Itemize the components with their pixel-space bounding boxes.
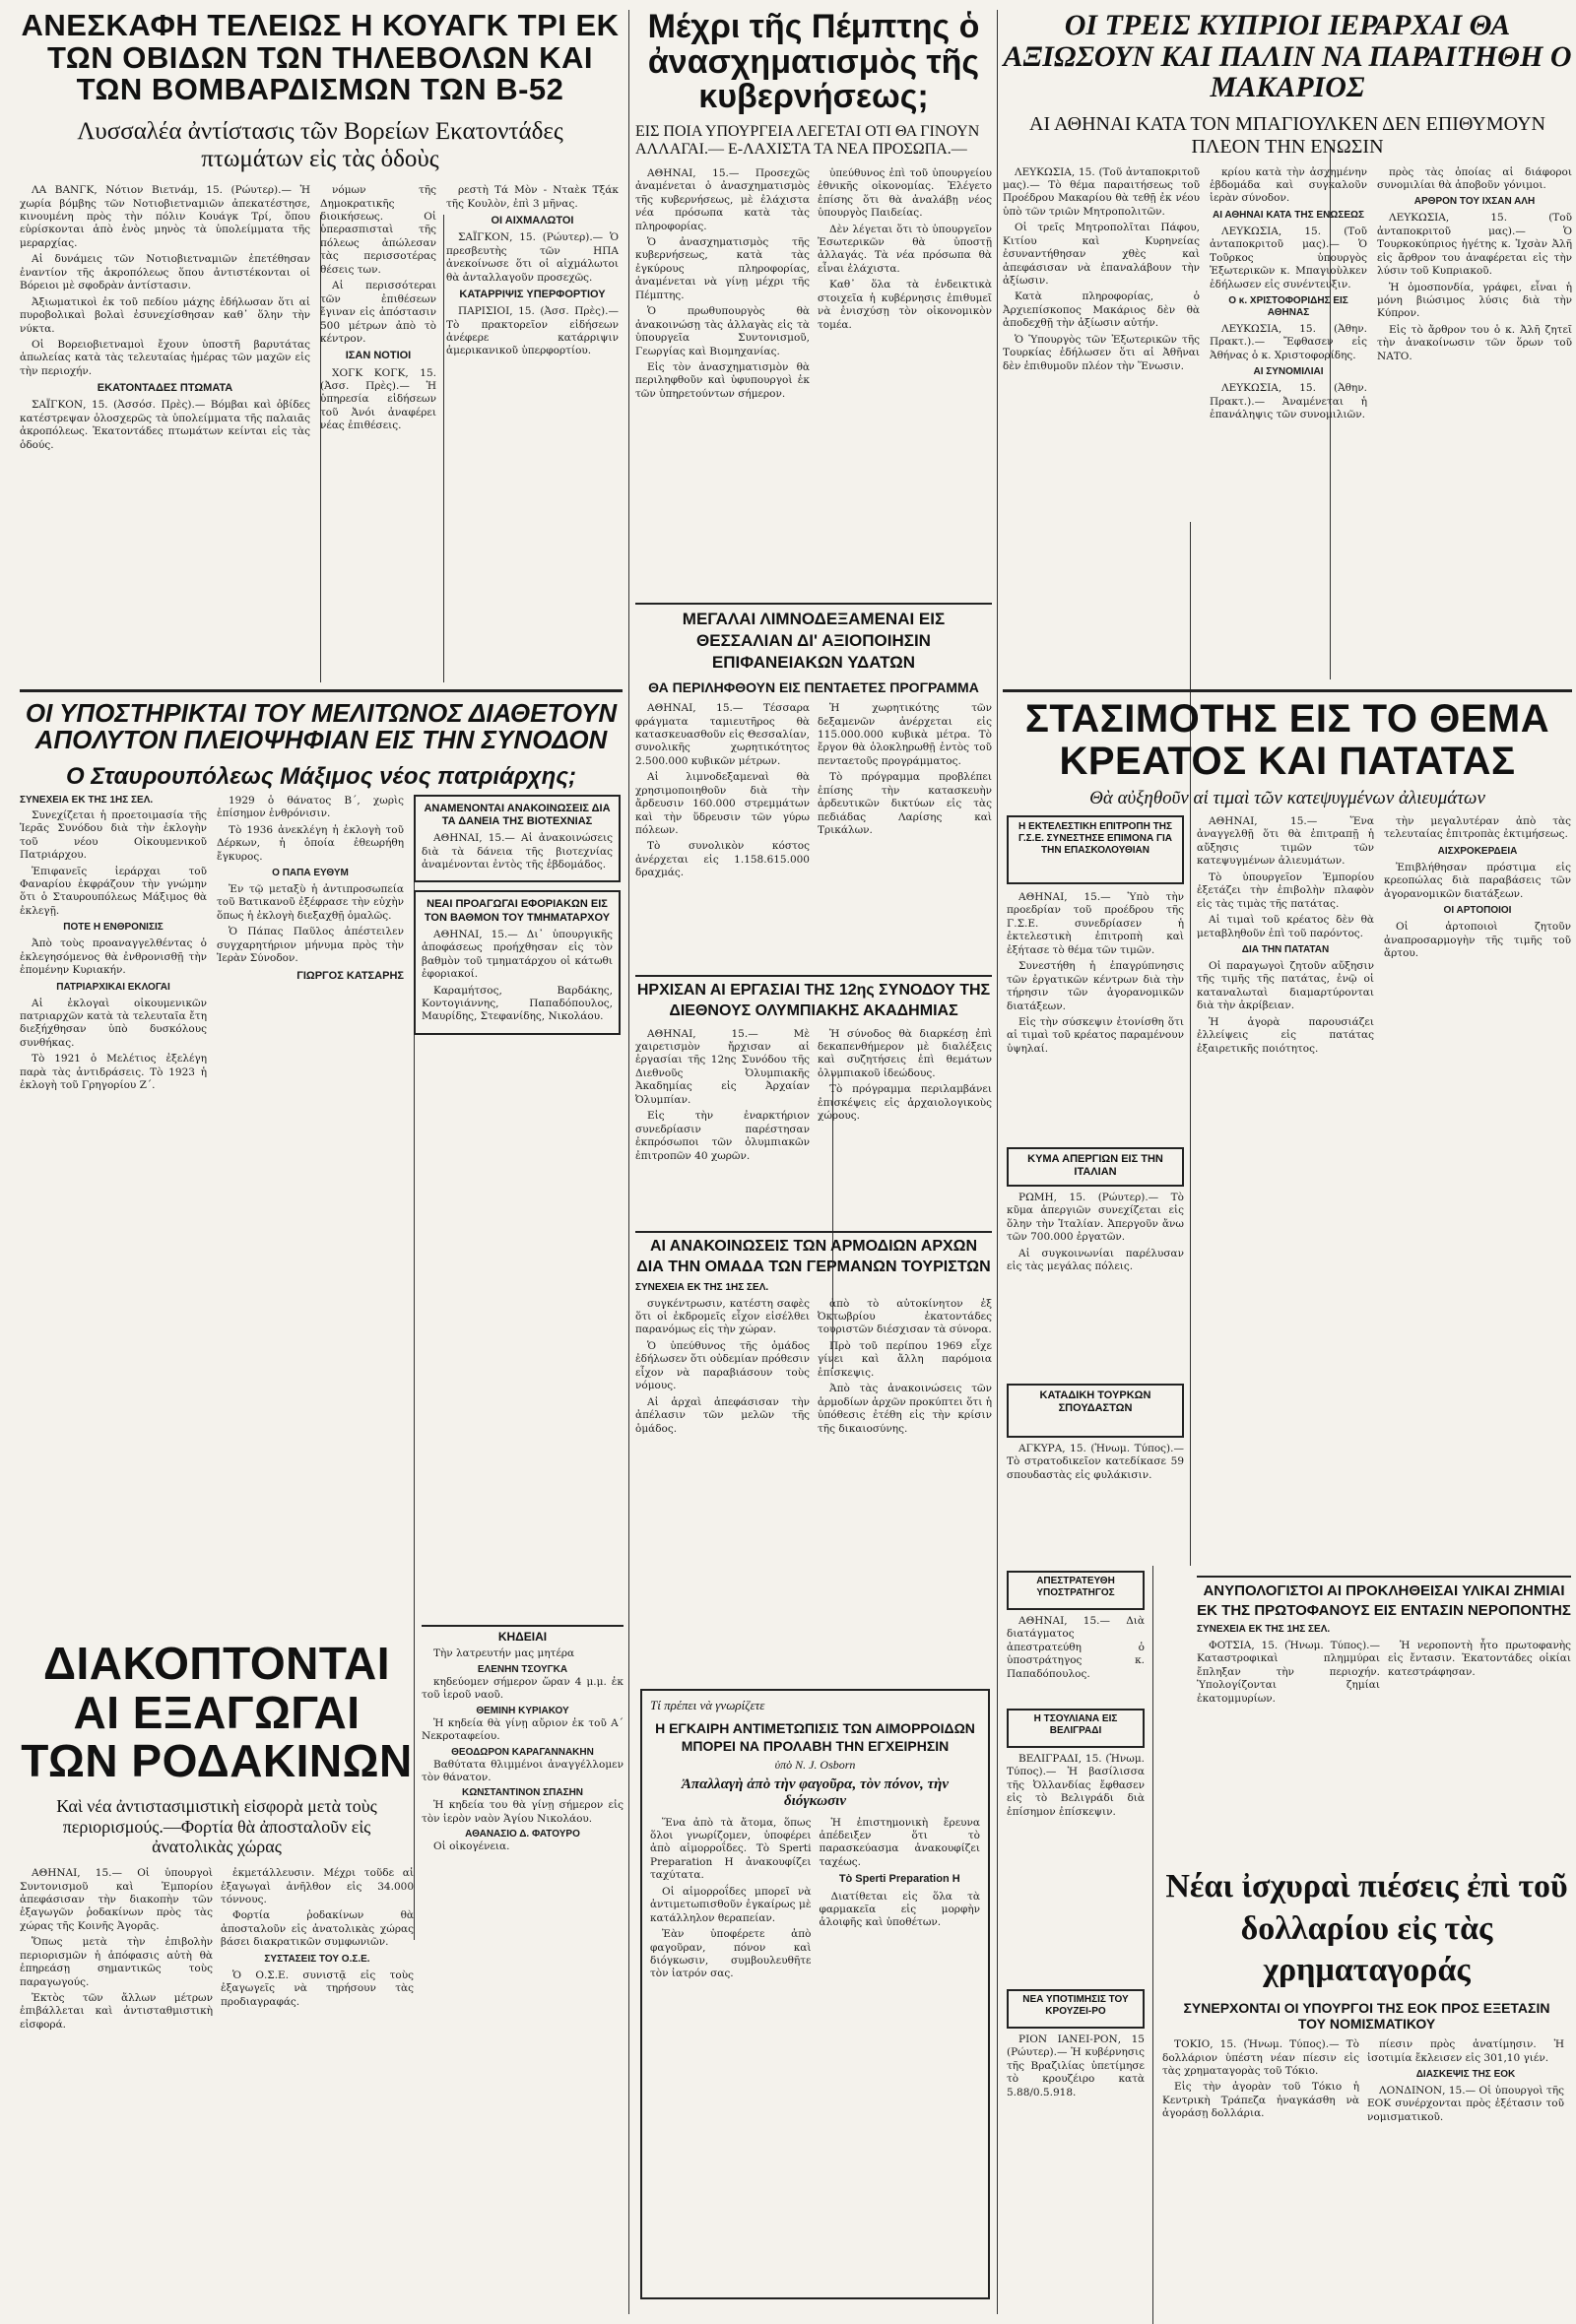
eforiakoi-box: ΝΕΑΙ ΠΡΟΑΓΩΓΑΙ ΕΦΟΡΙΑΚΩΝ ΕΙΣ ΤΟΝ ΒΑΘΜΟΝ ΤΟΥ ΤΜΗΜΑΤΑΡΧΟΥ ΑΘΗΝΑΙ, 15.— Δι᾽ ὑπουργικῆς ἀποφάσεως προήχθησαν εἰς τὸν βαθμὸν τοῦ τμηματάρχου οἱ κάτωθι ἐφοριακοί. Καραμήτσος, Βαρδάκης, Κοντογιάννης, Παπαδόπουλος, Μαυρίδης, Στεφανίδης, Νικολάου. <box>414 890 621 1034</box>
section-artopoioi: ΟΙ ΑΡΤΟΠΟΙΟΙ <box>1443 905 1512 917</box>
turkish-students-box <box>1007 1384 1184 1438</box>
kouang-tri-article: ΑΝΕΣΚΑΦΗ ΤΕΛΕΙΩΣ Η ΚΟΥΑΓΚ ΤΡΙ ΕΚ ΤΩΝ ΟΒΙΔΩΝ ΤΩΝ ΤΗΛΕΒΟΛΩΝ ΚΑΙ ΤΩΝ ΒΟΜΒΑΡΔΙΣΜΩΝ ΤΩΝ Β-52 Λυσσαλέα ἀντίστασις τῶν Βορείων Εκατοντάδες πτωμάτων εἰς τὰς ὁδοὺς ΛΑ ΒΑΝΓΚ, Νότιον Βιετνάμ, 15. (Ρώυτερ).— Ἡ χωρία βόμβης τῶν Νοτιοβιετναμιῶν ἀπεκατέστησε, κινουμένη πρὸς τὴν πόλιν Κουάγκ Τρί, ὅπου εὑρίσκονται ἀπὸ ἑνὸς μηνὸς τὰ ὑπολείμματα τῆς μεραρχίας. Αἱ δυνάμεις τῶν Νοτιοβιετναμιῶν ἐπετέθησαν ἐναντίον τῆς ἀκροπόλεως ὅπου ἀντιστέκονται οἱ Βόρειοι μὲ σφοδρὰν ἀντίστασιν. Ἀξιωματικοὶ ἐκ τοῦ πεδίου μάχης ἐδήλωσαν ὅτι αἱ πυροβολικαὶ βολαὶ ἐσυνεχίσθησαν καθ᾽ ὅλην τὴν νύκτα. Οἱ Βορειοβιετναμοὶ ἔχουν ὑποστῆ βαρυτάτας ἀπωλείας κατὰ τὰς τελευταίας ἡμέρας τῶν μαχῶν εἰς τὴν περιοχήν. ΕΚΑΤΟΝΤΑΔΕΣ ΠΤΩΜΑΤΑ ΣΑΪΓΚΟΝ, 15. (Ἀσσόσ. Πρὲς).— Βόμβαι καὶ ὀβίδες κατέστρεψαν ὁλοσχερῶς τὰ ὑπολείμματα τῆς παλαιᾶς ἀκροπόλεως. Ἑκατοντάδες πτωμάτων κείνται εἰς τὰς ὁδούς. νόμων τῆς Δημοκρατικῆς διοικήσεως. Οἱ ὑπερασπισταὶ τῆς πόλεως ἀπώλεσαν τὰς περισσοτέρας θέσεις των. Αἱ περισσότεραι τῶν ἐπιθέσεων ἔγιναν εἰς ἀπόστασιν 500 μέτρων ἀπὸ τὸ κέντρον. ΙΣΑΝ ΝΟΤΙΟΙ ΧΟΓΚ ΚΟΓΚ, 15. (Ἀσσ. Πρὲς).— Ἡ ὑπηρεσία εἰδήσεων τοῦ Ἀνόι ἀναφέρει νέας ἐπιθέσεις. ρεστὴ Τά Μὸν ‑ Νταὲκ Τξάκ τῆς Κουλὸν, ἐπὶ 3 μῆνας. ΟΙ ΑΙΧΜΑΛΩΤΟΙ ΣΑΪΓΚΟΝ, 15. (Ρώυτερ).— Ὁ πρεσβευτὴς τῶν ΗΠΑ ἀνεκοίνωσε ὅτι οἱ αἰχμάλωτοι θὰ ἀνταλλαγοῦν προσεχῶς. ΚΑΤΑΡΡΙΨΙΣ ΥΠΕΡΦΟΡΤΙΟΥ ΠΑΡΙΣΙΟΙ, 15. (Ἀσσ. Πρὲς).— Τὸ πρακτορεῖον εἰδήσεων ἀνέφερε κατάρριψιν ἀμερικανικοῦ ὑπερφορτίου. <box>20 8 620 451</box>
section-ose: ΣΥΣΤΑΣΕΙΣ ΤΟΥ Ο.Σ.Ε. <box>264 1953 370 1965</box>
general-title: ΑΠΕΣΤΡΑΤΕΥΘΗ ΥΠΟΣΤΡΑΤΗΓΟΣ <box>1036 1576 1115 1598</box>
funeral-name3: ΘΕΟΔΩΡΟΝ ΚΑΡΑΓΑΝΝΑΚΗΝ <box>451 1746 594 1758</box>
tsouliana-body: ΒΕΛΙΓΡΑΔΙ, 15. (Ἡνωμ. Τύπος).— Ἡ βασίλισσα τῆς Ὀλλανδίας ἔφθασεν εἰς τὸ Βελιγράδι διὰ ἐπίσημον ἐπίσκεψιν. <box>1007 1753 1145 1818</box>
general-box <box>1007 1571 1145 1610</box>
german-continued: ΣΥΝΕΧΕΙΑ ΕΚ ΤΗΣ 1ΗΣ ΣΕΛ. <box>635 1281 769 1293</box>
cruzeiro-box <box>1007 1989 1145 2029</box>
meat-body-2: ΑΘΗΝΑΙ, 15.— Ἕνα ἀναγγελθῇ ὅτι θὰ ἐπιτραπῇ ἡ αὔξησις τιμῶν τῶν κατεψυγμένων ἀλιευμάτων. Τὸ ὑπουργεῖον Ἐμπορίου ἐξετάζει τὴν ἐπιβολὴν πλαφὸν εἰς τὰς τιμὰς τῆς πατάτας. Αἱ τιμαὶ τοῦ κρέατος δὲν θὰ μεταβληθοῦν ἐπὶ τοῦ παρόντος. ΔΙΑ ΤΗΝ ΠΑΤΑΤΑΝ Οἱ παραγωγοὶ ζητοῦν αὔξησιν τῆς τιμῆς τῆς πατάτας, ἐνῷ οἱ καταναλωταὶ διαμαρτύρονται διὰ τὴν ἀκρίβειαν. Ἡ ἀγορὰ παρουσιάζει ἐλλείψεις εἰς πατάτας ἐξαιρετικῆς ποιότητος. <box>1197 815 1374 1055</box>
section-aixmalotoi: ΟΙ ΑΙΧΜΑΛΩΤΟΙ <box>491 215 574 227</box>
meat-body-3: τὴν μεγαλυτέραν ἀπὸ τὰς τελευταίας ἐπιτροπὰς ἐκτιμήσεως. ΑΙΣΧΡΟΚΕΡΔΕΙΑ Ἐπιβλήθησαν πρόστιμα εἰς κρεοπώλας διὰ παραβάσεις τῶν ἀγορανομικῶν διατάξεων. ΟΙ ΑΡΤΟΠΟΙΟΙ Οἱ ἀρτοποιοὶ ζητοῦν ἀναπροσαρμογὴν τῆς τιμῆς τοῦ ἄρτου. <box>1384 815 1571 960</box>
section-aisxrokerdeia: ΑΙΣΧΡΟΚΕΡΔΕΙΑ <box>1437 845 1518 857</box>
cyprus-subhead: ΑΙ ΑΘΗΝΑΙ ΚΑΤΑ ΤΟΝ ΜΠΑΓΙΟΥΛΚΕΝ ΔΕΝ ΕΠΙΘΥΜΟΥΝ ΠΛΕΟΝ ΤΗΝ ΕΝΩΣΙΝ <box>1029 112 1545 158</box>
health-product: Τὸ Sperti Preparation H <box>838 1873 960 1886</box>
flood-continued: ΣΥΝΕΧΕΙΑ ΕΚ ΤΗΣ 1ΗΣ ΣΕΛ. <box>1197 1624 1331 1635</box>
lakes-headline: ΜΕΓΑΛΑΙ ΛΙΜΝΟΔΕΞΑΜΕΝΑΙ ΕΙΣ ΘΕΣΣΑΛΙΑΝ ΔΙ' ΑΞΙΟΠΟΙΗΣΙΝ ΕΠΙΦΑΝΕΙΑΚΩΝ ΥΔΑΤΩΝ <box>635 603 992 674</box>
german-headline: ΑΙ ΑΝΑΚΟΙΝΩΣΕΙΣ ΤΩΝ ΑΡΜΟΔΙΩΝ ΑΡΧΩΝ ΔΙΑ ΤΗΝ ΟΜΑΔΑ ΤΩΝ ΓΕΡΜΑΝΩΝ ΤΟΥΡΙΣΤΩΝ <box>635 1231 992 1278</box>
meat-body-1: ΑΘΗΝΑΙ, 15.— Ὑπὸ τὴν προεδρίαν τοῦ προέδρου τῆς Γ.Σ.Ε. συνεδρίασεν ἡ ἐκτελεστικὴ ἐπιτροπὴ καὶ ἐξήτασε τὸ θέμα τῶν τιμῶν. Συνεστήθη ἡ ἐπαγρύπνησις τῶν ἐργατικῶν κέντρων διὰ τὴν τήρησιν τῶν ἀγορανομικῶν διατάξεων. Εἰς τὴν σύσκεψιν ἐτονίσθη ὅτι αἱ τιμαὶ τοῦ κρέατος παραμένουν ὑψηλαί. <box>1007 891 1184 1055</box>
funerals-article: ΚΗΔΕΙΑΙ Τὴν λατρευτήν μας μητέρα ΕΛΕΝΗΝ ΤΣΟΥΓΚΑ κηδεύομεν σήμερον ὥραν 4 μ.μ. ἐκ τοῦ ἱεροῦ ναοῦ. ΘΕΜΙΝΗ ΚΥΡΙΑΚΟΥ Ἡ κηδεία θὰ γίνῃ αὔριον ἐκ τοῦ Α´ Νεκροταφείου. ΘΕΟΔΩΡΟΝ ΚΑΡΑΓΑΝΝΑΚΗΝ Βαθύτατα θλιμμένοι ἀναγγέλλομεν τὸν θάνατον. ΚΩΝΣΤΑΝΤΙΝΟΝ ΣΠΑΣΗΝ Ἡ κηδεία του θὰ γίνῃ σήμερον εἰς τὸν ἱερὸν ναὸν Ἁγίου Νικολάου. ΑΘΑΝΑΣΙΟ Δ. ΦΑΤΟΥΡΟ Οἱ οἰκογένεια. <box>422 1625 624 2314</box>
section-enthronisis: ΠΟΤΕ Η ΕΝΘΡΟΝΙΣΙΣ <box>63 922 164 934</box>
italy-strikes-title: ΚΥΜΑ ΑΠΕΡΓΙΩΝ ΕΙΣ ΤΗΝ ΙΤΑΛΙΑΝ <box>1027 1153 1163 1179</box>
turkish-students-title: ΚΑΤΑΔΙΚΗ ΤΟΥΡΚΩΝ ΣΠΟΥΔΑΣΤΩΝ <box>1039 1389 1151 1415</box>
funeral-name4: ΚΩΝΣΤΑΝΤΙΝΟΝ ΣΠΑΣΗΝ <box>461 1787 584 1799</box>
tsouliana-box <box>1007 1709 1145 1748</box>
italy-strikes-box <box>1007 1147 1184 1187</box>
synod-body: Συνεχίζεται ἡ προετοιμασία τῆς Ἱερᾶς Συνόδου διὰ τὴν ἐκλογὴν τοῦ νέου Οἰκουμενικοῦ Πατριάρχου. <box>20 808 207 862</box>
meat-headline: ΣΤΑΣΙΜΟΤΗΣ ΕΙΣ ΤΟ ΘΕΜΑ ΚΡΕΑΤΟΣ ΚΑΙ ΠΑΤΑΤΑΣ <box>1003 689 1572 783</box>
lakes-article: ΜΕΓΑΛΑΙ ΛΙΜΝΟΔΕΞΑΜΕΝΑΙ ΕΙΣ ΘΕΣΣΑΛΙΑΝ ΔΙ' ΑΞΙΟΠΟΙΗΣΙΝ ΕΠΙΦΑΝΕΙΑΚΩΝ ΥΔΑΤΩΝ ΘΑ ΠΕΡΙΛΗΦΘΟΥΝ ΕΙΣ ΠΕΝΤΑΕΤΕΣ ΠΡΟΓΡΑΜΜΑ ΑΘΗΝΑΙ, 15.— Τέσσαρα φράγματα ταμιευτῆρος θὰ κατασκευασθοῦν εἰς Θεσσαλίαν, συνολικῆς χωρητικότητος 2.500.000 κυβικῶν μέτρων. Αἱ λιμνοδεξαμεναὶ θὰ χρησιμοποιηθοῦν διὰ τὴν ἄρδευσιν 160.000 στρεμμάτων καὶ τὴν ὕδρευσιν τῶν γύρω πόλεων. Τὸ συνολικὸν κόστος ἀνέρχεται εἰς 1.158.615.000 δραχμάς. Ἡ χωρητικότης τῶν δεξαμενῶν ἀνέρχεται εἰς 115.000.000 κυβικὰ μέτρα. Τὸ ἔργον θὰ ὁλοκληρωθῇ ἐντὸς τοῦ πενταετοῦς προγράμματος. Τὸ πρόγραμμα προβλέπει ἐπίσης τὴν κατασκευὴν ἀρδευτικῶν δικτύων εἰς τὰς πεδιάδας Λαρίσης καὶ Τρικάλων. <box>635 603 992 967</box>
reshuffle-body: ΑΘΗΝΑΙ, 15.— Προσεχῶς ἀναμένεται ὁ ἀνασχηματισμὸς τῆς κυβερνήσεως, μὲ ἐλάχιστα νέα πρόσωπα κατὰ τὰς πληροφορίας. <box>635 166 810 232</box>
gse-box <box>1007 815 1184 884</box>
cyprus-body: ΛΕΥΚΩΣΙΑ, 15. (Τοῦ ἀνταποκριτοῦ μας).— Τὸ θέμα παραιτήσεως τοῦ Προέδρου Μακαρίου θὰ τεθῇ ἐκ νέου ὑπὸ τῶν τριῶν Μητροπολιτῶν. <box>1003 165 1200 218</box>
funeral-name5: ΑΘΑΝΑΣΙΟ Δ. ΦΑΤΟΥΡΟ <box>465 1829 580 1840</box>
reshuffle-subhead: ΕΙΣ ΠΟΙΑ ΥΠΟΥΡΓΕΙΑ ΛΕΓΕΤΑΙ ΟΤΙ ΘΑ ΓΙΝΟΥΝ ΑΛΛΑΓΑΙ.— Ε-ΛΑΧΙΣΤΑ ΤΑ ΝΕΑ ΠΡΟΣΩΠΑ.— <box>635 123 980 159</box>
peaches-article: ΔΙΑΚΟΠΤΟΝΤΑΙ ΑΙ ΕΞΑΓΩΓΑΙ ΤΩΝ ΡΟΔΑΚΙΝΩΝ Καὶ νέα ἀντιστασιμιστικὴ εἰσφορὰ μετὰ τοὺς περιορισμούς.—Φορτία θὰ ἀποσταλοῦν εἰς ἀνατολικὰς χώρας ΑΘΗΝΑΙ, 15.— Οἱ ὑπουργοὶ Συντονισμοῦ καὶ Ἐμπορίου ἀπεφάσισαν τὴν διακοπὴν τῶν ἐξαγωγῶν ῥοδακίνων πρὸς τὰς χώρας τῆς Κοινῆς Ἀγορᾶς. Ὅπως μετὰ τὴν ἐπιβολὴν περιορισμῶν ἡ ἀπόφασις αὐτὴ θὰ ἐπηρεάσῃ σημαντικῶς τοὺς παραγωγούς. Ἐκτὸς τῶν ἄλλων μέτρων ἐπιβάλλεται καὶ ἀντισταθμιστικὴ εἰσφορά. ἐκμετάλλευσιν. Μέχρι τοῦδε αἱ ἐξαγωγαὶ ἀνῆλθον εἰς 34.000 τόννους. Φορτία ῥοδακίνων θὰ ἀποσταλοῦν εἰς ἀνατολικὰς χώρας βάσει διακρατικῶν συμφωνιῶν. ΣΥΣΤΑΣΕΙΣ ΤΟΥ Ο.Σ.Ε. Ὁ Ο.Σ.Ε. συνιστᾷ εἰς τοὺς ἐξαγωγεῖς νὰ τηρήσουν τὰς προδιαγραφάς. <box>20 1638 414 2031</box>
synod-continued: ΣΥΝΕΧΕΙΑ ΕΚ ΤΗΣ 1ΗΣ ΣΕΛ. <box>20 794 154 806</box>
peaches-subhead: Καὶ νέα ἀντιστασιμιστικὴ εἰσφορὰ μετὰ τοὺς περιορισμούς.—Φορτία θὰ ἀποσταλοῦν εἰς ἀνατολικὰς χώρας <box>56 1796 377 1857</box>
olympic-article: ΗΡΧΙΣΑΝ ΑΙ ΕΡΓΑΣΙΑΙ ΤΗΣ 12ης ΣΥΝΟΔΟΥ ΤΗΣ ΔΙΕΘΝΟΥΣ ΟΛΥΜΠΙΑΚΗΣ ΑΚΑΔΗΜΙΑΣ ΑΘΗΝΑΙ, 15.— Μὲ χαιρετισμὸν ἤρχισαν αἱ ἐργασίαι τῆς 12ης Συνόδου τῆς Διεθνοῦς Ὀλυμπιακῆς Ἀκαδημίας εἰς Ἀρχαίαν Ὀλυμπίαν. Εἰς τὴν ἐναρκτήριον συνεδρίασιν παρέστησαν ἐκπρόσωποι τῶν ὀλυμπιακῶν ἐπιτροπῶν 40 χωρῶν. Ἡ σύνοδος θὰ διαρκέσῃ ἐπὶ δεκαπενθήμερον μὲ διαλέξεις καὶ συζητήσεις ἐπὶ θεμάτων ὀλυμπιακοῦ ἰδεώδους. Τὸ πρόγραμμα περιλαμβάνει ἐπισκέψεις εἰς ἀρχαιολογικοὺς χώρους. <box>635 975 992 1221</box>
dollar-article: Νέαι ἰσχυραὶ πιέσεις ἐπὶ τοῦ δολλαρίου εἰς τὰς χρηματαγοράς ΣΥΝΕΡΧΟΝΤΑΙ ΟΙ ΥΠΟΥΡΓΟΙ ΤΗΣ ΕΟΚ ΠΡΟΣ ΕΞΕΤΑΣΙΝ ΤΟΥ ΝΟΜΙΣΜΑΤΙΚΟΥ ΤΟΚΙΟ, 15. (Ἡνωμ. Τύπος).— Τὸ δολλάριον ὑπέστη νέαν πίεσιν εἰς τὰς χρηματαγορὰς τοῦ Τόκιο. Εἰς τὴν ἀγορὰν τοῦ Τόκιο ἡ Κεντρικὴ Τράπεζα ἠναγκάσθη νὰ ἀγοράσῃ δολλάρια. πίεσιν πρὸς ἀνατίμησιν. Ἡ ἰσοτιμία ἔκλεισεν εἰς 301,10 γιέν. ΔΙΑΣΚΕΨΙΣ ΤΗΣ ΕΟΚ ΛΟΝΔΙΝΟΝ, 15.— Οἱ ὑπουργοὶ τῆς ΕΟΚ συνέρχονται πρὸς ἐξέτασιν τοῦ νομισματικοῦ. <box>1162 1866 1571 2319</box>
cruzeiro-text: ΡΙΟΝ ΙΑΝΕΙ-ΡΟΝ, 15 (Ρώυτερ).— Ἡ κυβέρνησις τῆς Βραζιλίας ὑπετίμησε τὸ κρουζέιρο κατὰ 5.88/0.5.918. <box>1007 2034 1145 2098</box>
tsouliana-title: Η ΤΣΟΥΛΙΑΝΑ ΕΙΣ ΒΕΛΙΓΡΑΔΙ <box>1033 1713 1118 1736</box>
funerals-title: ΚΗΔΕΙΑΙ <box>422 1625 624 1644</box>
health-kicker: Τί πρέπει νὰ γνωρίζετε <box>650 1698 765 1712</box>
section-kataripsis: ΚΑΤΑΡΡΙΨΙΣ ΥΠΕΡΦΟΡΤΙΟΥ <box>459 288 606 300</box>
eforiakoi-title: ΝΕΑΙ ΠΡΟΑΓΩΓΑΙ ΕΦΟΡΙΑΚΩΝ ΕΙΣ ΤΟΝ ΒΑΘΜΟΝ ΤΟΥ ΤΜΗΜΑΤΑΡΧΟΥ <box>424 898 611 924</box>
health-headline: Η ΕΓΚΑΙΡΗ ΑΝΤΙΜΕΤΩΠΙΣΙΣ ΤΩΝ ΑΙΜΟΡΡΟΙΔΩΝ ΜΠΟΡΕΙ ΝΑ ΠΡΟΛΑΒΗ ΤΗΝ ΕΓΧΕΙΡΗΣΙΝ <box>655 1719 975 1755</box>
turkish-body: ΑΓΚΥΡΑ, 15. (Ἡνωμ. Τύπος).— Τὸ στρατοδικεῖον κατεδίκασε 59 σπουδαστὰς εἰς φυλάκισιν. <box>1007 1443 1184 1481</box>
biotexnia-title: ΑΝΑΜΕΝΟΝΤΑΙ ΑΝΑΚΟΙΝΩΣΕΙΣ ΔΙΑ ΤΑ ΔΑΝΕΙΑ ΤΗΣ ΒΙΟΤΕΧΝΙΑΣ <box>424 802 611 827</box>
meat-subhead: Θὰ αὐξηθοῦν αἱ τιμαὶ τῶν κατεψυγμένων ἀλιευμάτων <box>1089 788 1485 808</box>
synod-subhead: Ο Σταυρουπόλεως Μάξιμος νέος πατριάρχης; <box>65 762 577 790</box>
section-papa: Ο ΠΑΠΑ ΕΥΘΥΜ <box>272 867 349 878</box>
funeral-name2: ΘΕΜΙΝΗ ΚΥΡΙΑΚΟΥ <box>476 1705 569 1716</box>
dollar-body: ΤΟΚΙΟ, 15. (Ἡνωμ. Τύπος).— Τὸ δολλάριον ὑπέστη νέαν πίεσιν εἰς τὰς χρηματαγορὰς τοῦ Τόκιο. <box>1162 2038 1359 2077</box>
section-ixsan-ali: ΑΡΘΡΟΝ ΤΟΥ ΙΧΣΑΝ ΑΛΗ <box>1413 196 1536 208</box>
lakes-subhead: ΘΑ ΠΕΡΙΛΗΦΘΟΥΝ ΕΙΣ ΠΕΝΤΑΕΤΕΣ ΠΡΟΓΡΑΜΜΑ <box>648 679 979 696</box>
lakes-body: ΑΘΗΝΑΙ, 15.— Τέσσαρα φράγματα ταμιευτῆρος θὰ κατασκευασθοῦν εἰς Θεσσαλίαν, συνολικῆς χωρητικότητος 2.500.000 κυβικῶν μέτρων. <box>635 702 810 767</box>
dollar-subhead: ΣΥΝΕΡΧΟΝΤΑΙ ΟΙ ΥΠΟΥΡΓΟΙ ΤΗΣ ΕΟΚ ΠΡΟΣ ΕΞΕΤΑΣΙΝ ΤΟΥ ΝΟΜΙΣΜΑΤΙΚΟΥ <box>1183 1999 1550 2033</box>
section-xristoforidis: Ο κ. ΧΡΙΣΤΟΦΟΡΙΔΗΣ ΕΙΣ ΑΘΗΝΑΣ <box>1228 295 1348 318</box>
flood-headline: ΑΝΥΠΟΛΟΓΙΣΤΟΙ ΑΙ ΠΡΟΚΛΗΘΕΙΣΑΙ ΥΛΙΚΑΙ ΖΗΜΙΑΙ ΕΚ ΤΗΣ ΠΡΩΤΟΦΑΝΟΥΣ ΕΙΣ ΕΝΤΑΣΙΝ ΝΕΡΟΠΟΝΤΗΣ <box>1197 1576 1571 1620</box>
synod-headline: ΟΙ ΥΠΟΣΤΗΡΙΚΤΑΙ ΤΟΥ ΜΕΛΙΤΩΝΟΣ ΔΙΑΘΕΤΟΥΝ ΑΠΟΛΥΤΟΝ ΠΛΕΙΟΨΗΦΙΑΝ ΕΙΣ ΤΗΝ ΣΥΝΟΔΟΝ <box>20 689 623 754</box>
cyprus-headline: ΟΙ ΤΡΕΙΣ ΚΥΠΡΙΟΙ ΙΕΡΑΡΧΑΙ ΘΑ ΑΞΙΩΣΟΥΝ ΚΑΙ ΠΑΛΙΝ ΝΑ ΠΑΡΑΙΤΗΘΗ Ο ΜΑΚΑΡΙΟΣ <box>1003 9 1572 103</box>
section-athinai-enosi: ΑΙ ΑΘΗΝΑΙ ΚΑΤΑ ΤΗΣ ΕΝΩΣΕΩΣ <box>1212 209 1365 221</box>
health-subhead: Ἀπαλλαγὴ ἀπὸ τὴν φαγοῦρα, τὸν πόνον, τὴν διόγκωσιν <box>681 1776 950 1810</box>
italy-body: ΡΩΜΗ, 15. (Ρώυτερ).— Τὸ κῦμα ἀπεργιῶν συνεχίζεται εἰς ὅλην τὴν Ἰταλίαν. Ἀπεργοῦν ἄνω τῶν 700.000 ἐργατῶν. Αἱ συγκοινωνίαι παρέλυσαν εἰς τὰς μεγάλας πόλεις. <box>1007 1192 1184 1273</box>
gse-title: Η ΕΚΤΕΛΕΣΤΙΚΗ ΕΠΙΤΡΟΠΗ ΤΗΣ Γ.Σ.Ε. ΣΥΝΕΣΤΗΣΕ ΕΠΙΜΟΝΑ ΓΙΑ ΤΗΝ ΕΠΑΣΚΟΛΟΥΘΙΑΝ <box>1018 821 1173 856</box>
health-body: Ἕνα ἀπὸ τὰ ἄτομα, ὅπως ὅλοι γνωρίζομεν, ὑποφέρει ἀπὸ αἱμορροΐδες. Τὸ Sperti Preparation H ἀνακουφίζει ταχύτατα. <box>650 1816 812 1882</box>
dollar-headline: Νέαι ἰσχυραὶ πιέσεις ἐπὶ τοῦ δολλαρίου εἰς τὰς χρηματαγοράς <box>1165 1868 1568 1988</box>
health-byline: ὑπὸ N. J. Osborn <box>774 1758 856 1773</box>
olympic-body: ΑΘΗΝΑΙ, 15.— Μὲ χαιρετισμὸν ἤρχισαν αἱ ἐργασίαι τῆς 12ης Συνόδου τῆς Διεθνοῦς Ὀλυμπιακῆς Ἀκαδημίας εἰς Ἀρχαίαν Ὀλυμπίαν. <box>635 1027 810 1106</box>
peaches-body: ΑΘΗΝΑΙ, 15.— Οἱ ὑπουργοὶ Συντονισμοῦ καὶ Ἐμπορίου ἀπεφάσισαν τὴν διακοπὴν τῶν ἐξαγωγῶν ῥοδακίνων πρὸς τὰς χώρας τῆς Κοινῆς Ἀγορᾶς. <box>20 1867 213 1932</box>
section-isan: ΙΣΑΝ ΝΟΤΙΟΙ <box>345 350 412 362</box>
kouang-tri-body: ΛΑ ΒΑΝΓΚ, Νότιον Βιετνάμ, 15. (Ρώυτερ).— Ἡ χωρία βόμβης τῶν Νοτιοβιετναμιῶν ἀπεκατέστησε, κινουμένη πρὸς τὴν πόλιν Κουάγκ Τρί, ὅπου εὑρίσκονται ἀπὸ ἑνὸς μηνὸς τὰ ὑπολείμματα τῆς μεραρχίας. <box>20 184 310 249</box>
flood-article: ΑΝΥΠΟΛΟΓΙΣΤΟΙ ΑΙ ΠΡΟΚΛΗΘΕΙΣΑΙ ΥΛΙΚΑΙ ΖΗΜΙΑΙ ΕΚ ΤΗΣ ΠΡΩΤΟΦΑΝΟΥΣ ΕΙΣ ΕΝΤΑΣΙΝ ΝΕΡΟΠΟΝΤΗΣ ΣΥΝΕΧΕΙΑ ΕΚ ΤΗΣ 1ΗΣ ΣΕΛ. ΦΟΤΣΙΑ, 15. (Ἡνωμ. Τύπος).— Καταστροφικαὶ πλημμύραι ἔπληξαν τὴν περιοχήν. Ὑπολογίζονται ζημίαι ἐκατομμυρίων. Ἡ νεροποντὴ ἦτο πρωτοφανὴς εἰς ἔντασιν. Ἑκατοντάδες οἰκίαι κατεστράφησαν. <box>1197 1576 1571 1861</box>
cruzeiro-body <box>1007 2034 1145 2152</box>
section-eok: ΔΙΑΣΚΕΨΙΣ ΤΗΣ ΕΟΚ <box>1415 2068 1516 2080</box>
funeral-name1: ΕΛΕΝΗΝ ΤΣΟΥΓΚΑ <box>477 1663 568 1675</box>
reshuffle-article: Μέχρι τῆς Πέμπτης ὁ ἀνασχηματισμὸς τῆς κυβερνήσεως; ΕΙΣ ΠΟΙΑ ΥΠΟΥΡΓΕΙΑ ΛΕΓΕΤΑΙ ΟΤΙ ΘΑ ΓΙΝΟΥΝ ΑΛΛΑΓΑΙ.— Ε-ΛΑΧΙΣΤΑ ΤΑ ΝΕΑ ΠΡΟΣΩΠΑ.— ΑΘΗΝΑΙ, 15.— Προσεχῶς ἀναμένεται ὁ ἀνασχηματισμὸς τῆς κυβερνήσεως, μὲ ἐλάχιστα νέα πρόσωπα κατὰ τὰς πληροφορίας. Ὁ ἀνασχηματισμὸς τῆς κυβερνήσεως, κατὰ τὰς ἐγκύρους πληροφορίας, ἀναμένεται νὰ γίνῃ μέχρι τῆς Πέμπτης. Ὁ πρωθυπουργὸς θὰ ἀνακοινώσῃ τὰς ἀλλαγὰς εἰς τὰ ὑπουργεῖα Συντονισμοῦ, Γεωργίας καὶ Βιομηχανίας. Εἰς τὸν ἀνασχηματισμὸν θὰ περιληφθοῦν καὶ ὑφυπουργοὶ ἐκ τῶν ὑπηρετούντων σήμερον. ὑπεύθυνος ἐπὶ τοῦ ὑπουργείου ἐθνικῆς οἰκονομίας. Ἐλέγετο ἐπίσης ὅτι θὰ ἀναλάβῃ νέος ὑπουργὸς Παιδείας. Δὲν λέγεται ὅτι τὸ ὑπουργεῖον Ἐσωτερικῶν θὰ ὑποστῇ ἀλλαγάς. Τὰ νέα πρόσωπα θὰ εἶναι ἐλάχιστα. Καθ᾽ ὅλα τὰ ἐνδεικτικὰ στοιχεῖα ἡ κυβέρνησις ἐπιθυμεῖ νὰ ἐνισχύσῃ τὸν οἰκονομικὸν τομέα. <box>635 8 992 400</box>
section-ekloges: ΠΑΤΡΙΑΡΧΙΚΑΙ ΕΚΛΟΓΑΙ <box>56 981 170 993</box>
german-tourists-article: ΑΙ ΑΝΑΚΟΙΝΩΣΕΙΣ ΤΩΝ ΑΡΜΟΔΙΩΝ ΑΡΧΩΝ ΔΙΑ ΤΗΝ ΟΜΑΔΑ ΤΩΝ ΓΕΡΜΑΝΩΝ ΤΟΥΡΙΣΤΩΝ ΣΥΝΕΧΕΙΑ ΕΚ ΤΗΣ 1ΗΣ ΣΕΛ. συγκέντρωσιν, κατέστη σαφὲς ὅτι οἱ ἐκδρομεῖς εἶχον εἰσέλθει παρανόμως εἰς τὴν χώραν. Ὁ ὑπεύθυνος τῆς ὁμάδος ἐδήλωσεν ὅτι οὐδεμίαν πρόθεσιν εἶχον νὰ παραβιάσουν τοὺς νόμους. Αἱ ἀρχαὶ ἀπεφάσισαν τὴν ἀπέλασιν τῶν μελῶν τῆς ὁμάδος. ἀπὸ τὸ αὐτοκίνητον ἐξ Ὀκτωβρίου ἐκατοντάδες τουριστῶν διέσχισαν τὰ σύνορα. Πρὸ τοῦ περίπου 1969 εἶχε γίνει καὶ ἄλλη παρόμοια ἐπίσκεψις. Ἀπὸ τὰς ἀνακοινώσεις τῶν ἁρμοδίων ἀρχῶν προκύπτει ὅτι ἡ ὑπόθεσις ἐτέθη εἰς τὴν κρίσιν τῆς δικαιοσύνης. <box>635 1231 992 1674</box>
reshuffle-headline: Μέχρι τῆς Πέμπτης ὁ ἀνασχηματισμὸς τῆς κυβερνήσεως; <box>647 8 980 116</box>
section-ekatontades: ΕΚΑΤΟΝΤΑΔΕΣ ΠΤΩΜΑΤΑ <box>97 382 233 395</box>
synod-signature: ΓΙΩΡΓΟΣ ΚΑΤΣΑΡΗΣ <box>296 969 404 982</box>
meat-article <box>1003 689 1572 784</box>
kouang-tri-subhead: Λυσσαλέα ἀντίστασις τῶν Βορείων Εκατοντάδες πτωμάτων εἰς τὰς ὁδοὺς <box>77 117 563 173</box>
olympic-headline: ΗΡΧΙΣΑΝ ΑΙ ΕΡΓΑΣΙΑΙ ΤΗΣ 12ης ΣΥΝΟΔΟΥ ΤΗΣ ΔΙΕΘΝΟΥΣ ΟΛΥΜΠΙΑΚΗΣ ΑΚΑΔΗΜΙΑΣ <box>635 975 992 1022</box>
health-ad-box: Τί πρέπει νὰ γνωρίζετε Η ΕΓΚΑΙΡΗ ΑΝΤΙΜΕΤΩΠΙΣΙΣ ΤΩΝ ΑΙΜΟΡΡΟΙΔΩΝ ΜΠΟΡΕΙ ΝΑ ΠΡΟΛΑΒΗ ΤΗΝ ΕΓΧΕΙΡΗΣΙΝ ὑπὸ N. J. Osborn Ἀπαλλαγὴ ἀπὸ τὴν φαγοῦρα, τὸν πόνον, τὴν διόγκωσιν Ἕνα ἀπὸ τὰ ἄτομα, ὅπως ὅλοι γνωρίζομεν, ὑποφέρει ἀπὸ αἱμορροΐδες. Τὸ Sperti Preparation H ἀνακουφίζει ταχύτατα. Οἱ αἱμορροΐδες μπορεῖ νὰ ἀντιμετωπισθοῦν ἐγκαίρως μὲ κατάλληλον θεραπείαν. Ἐὰν ὑποφέρετε ἀπὸ φαγοῦραν, πόνον καὶ διόγκωσιν, συμβουλευθῆτε τὸν ἰατρόν σας. Ἡ ἐπιστημονικὴ ἔρευνα ἀπέδειξεν ὅτι τὸ παρασκεύασμα ἀνακουφίζει ταχέως. Τὸ Sperti Preparation H Διατίθεται εἰς ὅλα τὰ φαρμακεῖα εἰς μορφὴν ἀλοιφῆς καὶ ὑποθέτων. <box>640 1689 990 2299</box>
cruzeiro-title: ΝΕΑ ΥΠΟΤΙΜΗΣΙΣ ΤΟΥ ΚΡΟΥΖΕΙ-ΡΟ <box>1022 1994 1129 2017</box>
kouang-tri-headline: ΑΝΕΣΚΑΦΗ ΤΕΛΕΙΩΣ Η ΚΟΥΑΓΚ ΤΡΙ ΕΚ ΤΩΝ ΟΒΙΔΩΝ ΤΩΝ ΤΗΛΕΒΟΛΩΝ ΚΑΙ ΤΩΝ ΒΟΜΒΑΡΔΙΣΜΩΝ ΤΩΝ Β-52 <box>21 8 620 107</box>
peaches-headline: ΔΙΑΚΟΠΤΟΝΤΑΙ ΑΙ ΕΞΑΓΩΓΑΙ ΤΩΝ ΡΟΔΑΚΙΝΩΝ <box>21 1638 413 1787</box>
section-synomiliai: ΑΙ ΣΥΝΟΜΙΛΙΑΙ <box>1253 366 1324 378</box>
general-body: ΑΘΗΝΑΙ, 15.— Διὰ διατάγματος ἀπεστρατεύθη ὁ ὑποστράτηγος κ. Παπαδόπουλος. <box>1007 1615 1145 1680</box>
cyprus-article: ΟΙ ΤΡΕΙΣ ΚΥΠΡΙΟΙ ΙΕΡΑΡΧΑΙ ΘΑ ΑΞΙΩΣΟΥΝ ΚΑΙ ΠΑΛΙΝ ΝΑ ΠΑΡΑΙΤΗΘΗ Ο ΜΑΚΑΡΙΟΣ ΑΙ ΑΘΗΝΑΙ ΚΑΤΑ ΤΟΝ ΜΠΑΓΙΟΥΛΚΕΝ ΔΕΝ ΕΠΙΘΥΜΟΥΝ ΠΛΕΟΝ ΤΗΝ ΕΝΩΣΙΝ ΛΕΥΚΩΣΙΑ, 15. (Τοῦ ἀνταποκριτοῦ μας).— Τὸ θέμα παραιτήσεως τοῦ Προέδρου Μακαρίου θὰ τεθῇ ἐκ νέου ὑπὸ τῶν τριῶν Μητροπολιτῶν. Οἱ τρεῖς Μητροπολῖται Πάφου, Κιτίου καὶ Κυρηνείας ἐσυναντήθησαν χθὲς καὶ ἀπεφάσισαν νὰ ἐπαναλάβουν τὴν ἀξίωσιν. Κατὰ πληροφορίας, ὁ Ἀρχιεπίσκοπος Μακάριος δὲν θὰ ἀποδεχθῇ τὴν ἀξίωσιν αὐτήν. Ὁ Ὑπουργὸς τῶν Ἐξωτερικῶν τῆς Τουρκίας ἐδήλωσεν ὅτι αἱ Ἀθῆναι δὲν ἐπιθυμοῦν πλέον τὴν Ἕνωσιν. κρίου κατὰ τὴν ἀσχημένην ἑβδομάδα καὶ συγκαλοῦν ἱερὰν σύνοδον. ΑΙ ΑΘΗΝΑΙ ΚΑΤΑ ΤΗΣ ΕΝΩΣΕΩΣ ΛΕΥΚΩΣΙΑ, 15. (Τοῦ ἀνταποκριτοῦ μας).— Ὁ Τοῦρκος ὑπουργὸς Ἐξωτερικῶν κ. Μπαγιοὺλκεν ἐδήλωσεν εἰς συνέντευξιν. Ο κ. ΧΡΙΣΤΟΦΟΡΙΔΗΣ ΕΙΣ ΑΘΗΝΑΣ ΛΕΥΚΩΣΙΑ, 15. (Ἀθην. Πρακτ.).— Ἔφθασεν εἰς Ἀθήνας ὁ κ. Χριστοφορίδης. ΑΙ ΣΥΝΟΜΙΛΙΑΙ ΛΕΥΚΩΣΙΑ, 15. (Ἀθην. Πρακτ.).— Ἀναμένεται ἡ ἐπανάληψις τῶν συνομιλιῶν. πρὸς τὰς ὁποίας αἱ διάφοροι συνομιλίαι θὰ ἀποβοῦν γόνιμοι. ΑΡΘΡΟΝ ΤΟΥ ΙΧΣΑΝ ΑΛΗ ΛΕΥΚΩΣΙΑ, 15. (Τοῦ ἀνταποκριτοῦ μας).— Ὁ Τουρκοκύπριος ἡγέτης κ. Ἰχσὰν Ἀλῆ εἰς ἄρθρον του ἀναφέρεται εἰς τὴν λύσιν τοῦ Κυπριακοῦ. Ἡ ὁμοσπονδία, γράφει, εἶναι ἡ μόνη βιώσιμος λύσις διὰ τὴν Κύπρον. Εἰς τὸ ἄρθρον του ὁ κ. Ἀλῆ ζητεῖ τὴν ἀνακοίνωσιν τῶν ὅρων τοῦ ΝΑΤΟ. <box>1003 9 1572 421</box>
biotexnia-box: ΑΝΑΜΕΝΟΝΤΑΙ ΑΝΑΚΟΙΝΩΣΕΙΣ ΔΙΑ ΤΑ ΔΑΝΕΙΑ ΤΗΣ ΒΙΟΤΕΧΝΙΑΣ ΑΘΗΝΑΙ, 15.— Αἱ ἀνακοινώσεις διὰ τὰ δάνεια τῆς βιοτεχνίας ἀναμένονται ἐντὸς τῆς ἑβδομάδος. <box>414 795 621 883</box>
synod-article: ΟΙ ΥΠΟΣΤΗΡΙΚΤΑΙ ΤΟΥ ΜΕΛΙΤΩΝΟΣ ΔΙΑΘΕΤΟΥΝ ΑΠΟΛΥΤΟΝ ΠΛΕΙΟΨΗΦΙΑΝ ΕΙΣ ΤΗΝ ΣΥΝΟΔΟΝ Ο Σταυρουπόλεως Μάξιμος νέος πατριάρχης; ΣΥΝΕΧΕΙΑ ΕΚ ΤΗΣ 1ΗΣ ΣΕΛ. Συνεχίζεται ἡ προετοιμασία τῆς Ἱερᾶς Συνόδου διὰ τὴν ἐκλογὴν τοῦ νέου Οἰκουμενικοῦ Πατριάρχου. Ἐπιφανεῖς ἱεράρχαι τοῦ Φαναρίου ἐκφράζουν τὴν γνώμην ὅτι ὁ Σταυρουπόλεως Μάξιμος θὰ ἐκλεγῇ. ΠΟΤΕ Η ΕΝΘΡΟΝΙΣΙΣ Ἀπὸ τοὺς προαναγγελθέντας ὁ ἐκλεγησόμενος θὰ ἐνθρονισθῇ τὴν ἐπομένην Κυριακήν. ΠΑΤΡΙΑΡΧΙΚΑΙ ΕΚΛΟΓΑΙ Αἱ ἐκλογαὶ οἰκουμενικῶν πατριαρχῶν κατὰ τὰ τελευταῖα ἔτη διεξήχθησαν ὑπὸ δυσκόλους συνθήκας. Τὸ 1921 ὁ Μελέτιος ἐξελέγη παρὰ τὰς ἀντιδράσεις. Τὸ 1923 ἡ ἐκλογὴ τοῦ Γρηγορίου Ζ´. 1929 ὁ θάνατος Β´, χωρὶς ἐπίσημον ἐνθρόνισιν. Τὸ 1936 ἀνεκλέγη ἡ ἐκλογὴ τοῦ Δέρκων, ἡ ὁποία ἐθεωρήθη ἔγκυρος. Ο ΠΑΠΑ ΕΥΘΥΜ Ἐν τῷ μεταξὺ ἡ ἀντιπροσωπεία τοῦ Βατικανοῦ ἐξέφρασε τὴν εὐχὴν ὅπως ἡ ἐκλογὴ διεξαχθῇ ὁμαλῶς. Ὁ Πάπας Παῦλος ἀπέστειλεν συγχαρητήριον μήνυμα πρὸς τὴν Ἱερὰν Σύνοδον. ΓΙΩΡΓΟΣ ΚΑΤΣΑΡΗΣ ΑΝΑΜΕΝΟΝΤΑΙ ΑΝΑΚΟΙΝΩΣΕΙΣ ΔΙΑ ΤΑ ΔΑΝΕΙΑ ΤΗΣ ΒΙΟΤΕΧΝΙΑΣ ΑΘΗΝΑΙ, 15.— Αἱ ἀνακοινώσεις διὰ τὰ δάνεια τῆς βιοτεχνίας ἀναμένονται ἐντὸς τῆς ἑβδομάδος. ΝΕΑΙ ΠΡΟΑΓΩΓΑΙ ΕΦΟΡΙΑΚΩΝ ΕΙΣ ΤΟΝ ΒΑΘΜΟΝ ΤΟΥ ΤΜΗΜΑΤΑΡΧΟΥ ΑΘΗΝΑΙ, 15.— Δι᾽ ὑπουργικῆς ἀποφάσεως προήχθησαν εἰς τὸν βαθμὸν τοῦ τμηματάρχου οἱ κάτωθι ἐφοριακοί. Καραμήτσος, Βαρδάκης, Κοντογιάννης, Παπαδόπουλος, Μαυρίδης, Στεφανίδης, Νικολάου. <box>20 689 623 1625</box>
section-patata: ΔΙΑ ΤΗΝ ΠΑΤΑΤΑΝ <box>1241 943 1330 955</box>
